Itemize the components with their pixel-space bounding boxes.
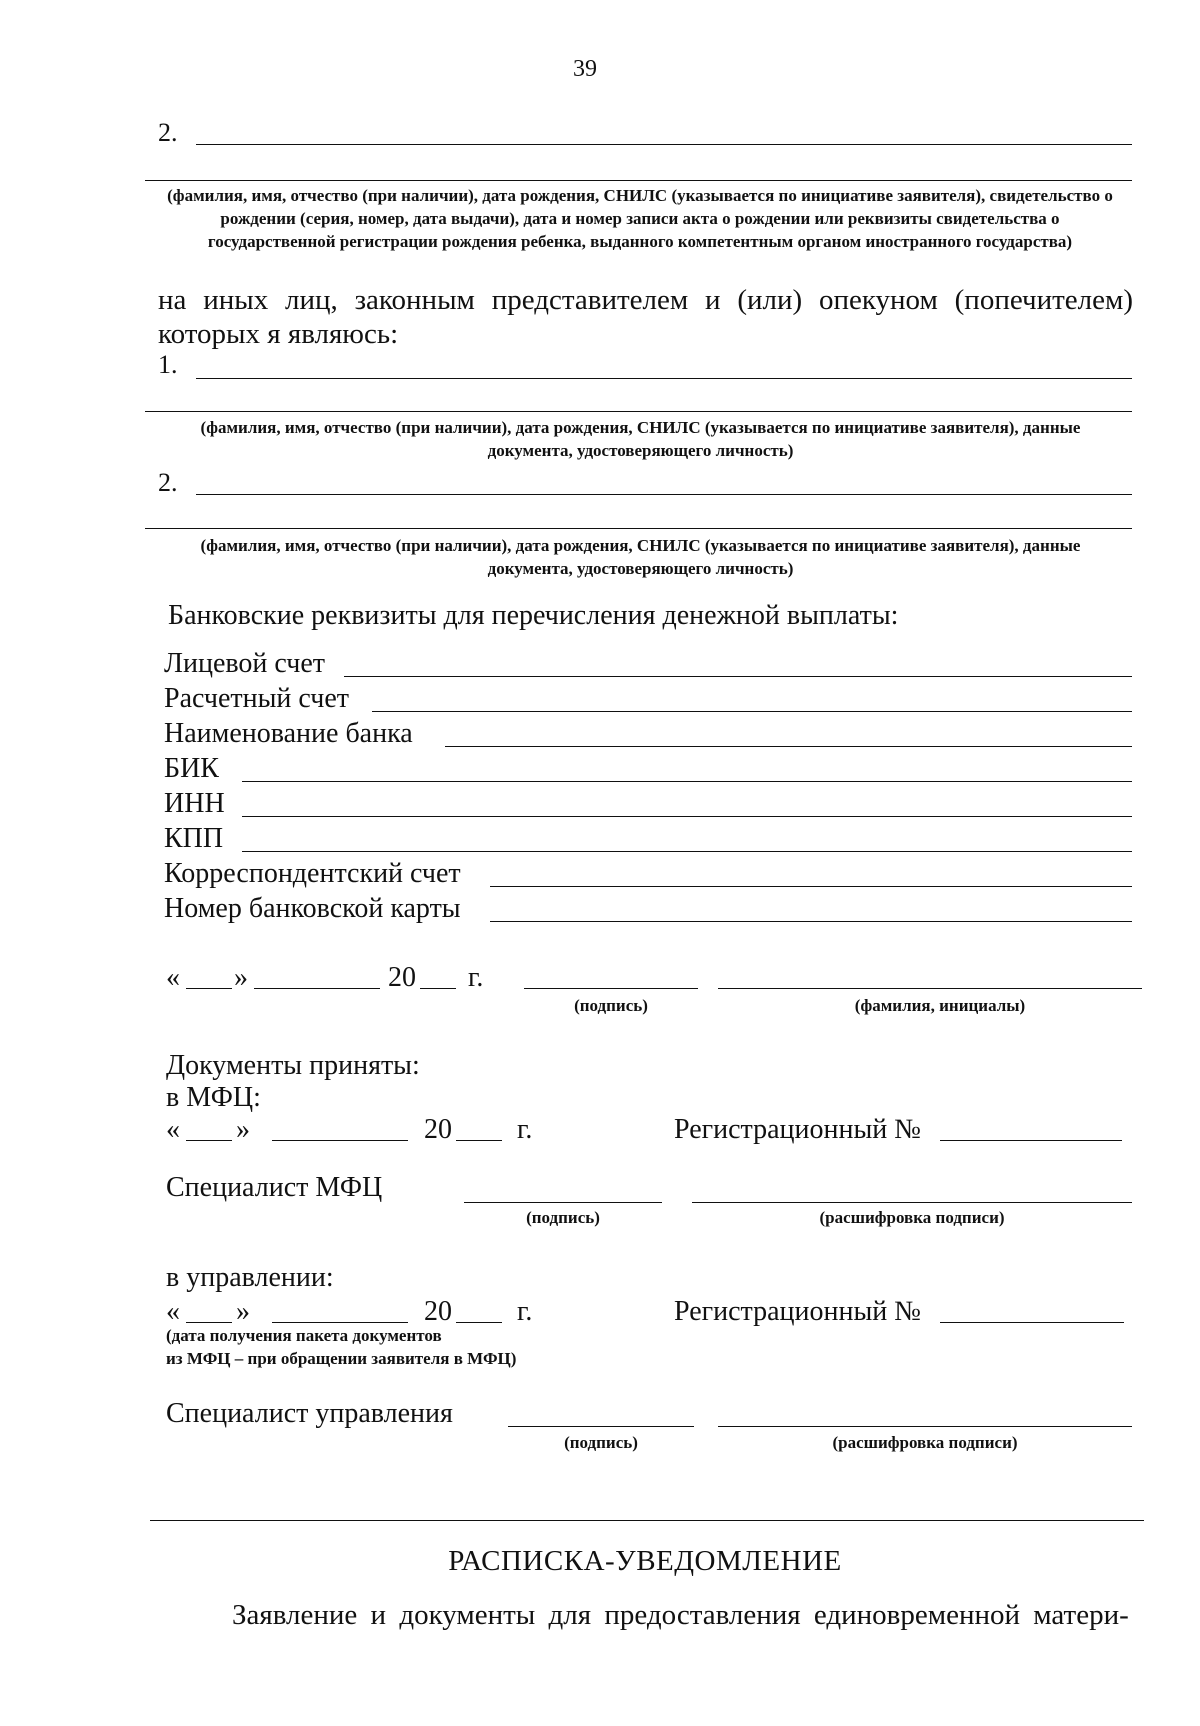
- management-decode-line[interactable]: [718, 1426, 1132, 1427]
- applicant-signature-caption: (подпись): [574, 996, 648, 1015]
- applicant-date-close: »: [234, 962, 248, 993]
- page-number: 39: [573, 56, 597, 82]
- mfc-date-day-line[interactable]: [186, 1140, 232, 1141]
- other-person-2-number: 2.: [158, 468, 178, 497]
- child-item-2-line-2[interactable]: [145, 180, 1132, 181]
- other-persons-intro: на иных лиц, законным представителем и (или) опекуном (попечителем) которых я являюсь:: [158, 284, 1133, 350]
- management-date-close: »: [236, 1296, 250, 1327]
- mfc-year-suffix: г.: [517, 1114, 533, 1145]
- bank-field-bik-line[interactable]: [242, 781, 1132, 782]
- mfc-accepted-label: Документы приняты:: [166, 1050, 420, 1081]
- management-place-label: в управлении:: [166, 1262, 334, 1293]
- applicant-date-month-line[interactable]: [254, 988, 380, 989]
- mfc-registration-line[interactable]: [940, 1140, 1122, 1141]
- receipt-title: РАСПИСКА-УВЕДОМЛЕНИЕ: [448, 1545, 842, 1577]
- management-date-day-line[interactable]: [186, 1322, 232, 1323]
- management-decode-caption: (расшифровка подписи): [832, 1433, 1018, 1452]
- bank-field-kpp-label: КПП: [164, 823, 224, 854]
- applicant-date-day-line[interactable]: [186, 988, 232, 989]
- applicant-name-caption: (фамилия, инициалы): [854, 996, 1026, 1015]
- receipt-text: Заявление и документы для предоставления единовременной матери-: [232, 1599, 1129, 1631]
- bank-field-card-line[interactable]: [490, 921, 1132, 922]
- applicant-signature-line[interactable]: [524, 988, 698, 989]
- bank-field-bank-name-label: Наименование банка: [164, 718, 413, 749]
- child-item-2-caption: (фамилия, имя, отчество (при наличии), дата рождения, СНИЛС (указывается по инициативе заявителя), свидетельство о рождении (серия, номер, дата выдачи), дата и номер записи акта о рождении или реквизиты свидетельства о государственной регистрации рождения ребенка, выданного компетентным органом иностранного государства): [167, 186, 1113, 251]
- applicant-year-prefix: 20: [388, 962, 416, 993]
- bank-field-inn-label: ИНН: [164, 788, 225, 819]
- management-year-suffix: г.: [517, 1296, 533, 1327]
- bank-heading: Банковские реквизиты для перечисления денежной выплаты:: [168, 600, 899, 631]
- other-person-1-line-2[interactable]: [145, 411, 1132, 412]
- management-date-month-line[interactable]: [272, 1322, 408, 1323]
- child-item-2-line[interactable]: [196, 144, 1132, 145]
- management-signature-caption: (подпись): [564, 1433, 638, 1452]
- bank-field-settlement-line[interactable]: [372, 711, 1132, 712]
- mfc-date-open: «: [166, 1114, 180, 1145]
- bank-field-bik-label: БИК: [164, 753, 219, 784]
- bank-field-corr-label: Корреспондентский счет: [164, 858, 461, 889]
- management-signature-line[interactable]: [508, 1426, 694, 1427]
- mfc-specialist-label: Специалист МФЦ: [166, 1172, 383, 1203]
- mfc-registration-label: Регистрационный №: [674, 1114, 921, 1145]
- mfc-signature-line[interactable]: [464, 1202, 662, 1203]
- bank-field-corr-line[interactable]: [490, 886, 1132, 887]
- bank-field-inn-line[interactable]: [242, 816, 1132, 817]
- other-person-1-number: 1.: [158, 350, 178, 379]
- mfc-year-prefix: 20: [424, 1114, 452, 1145]
- applicant-name-line[interactable]: [718, 988, 1142, 989]
- management-specialist-label: Специалист управления: [166, 1398, 453, 1429]
- bank-field-kpp-line[interactable]: [242, 851, 1132, 852]
- mfc-date-close: »: [236, 1114, 250, 1145]
- management-date-note-1: (дата получения пакета документов: [166, 1326, 442, 1345]
- management-date-note-2: из МФЦ – при обращении заявителя в МФЦ): [166, 1349, 517, 1368]
- management-year-line[interactable]: [456, 1322, 502, 1323]
- other-person-1-line[interactable]: [196, 378, 1132, 379]
- bank-field-account-label: Лицевой счет: [164, 648, 326, 679]
- other-person-1-caption: (фамилия, имя, отчество (при наличии), дата рождения, СНИЛС (указывается по инициативе заявителя), данные документа, удостоверяющего личность): [200, 418, 1081, 460]
- applicant-date-open: «: [166, 962, 180, 993]
- mfc-year-line[interactable]: [456, 1140, 502, 1141]
- mfc-place-label: в МФЦ:: [166, 1082, 261, 1113]
- management-registration-label: Регистрационный №: [674, 1296, 921, 1327]
- child-item-2-number: 2.: [158, 118, 178, 147]
- mfc-decode-line[interactable]: [692, 1202, 1132, 1203]
- mfc-date-month-line[interactable]: [272, 1140, 408, 1141]
- management-date-open: «: [166, 1296, 180, 1327]
- bank-field-account-line[interactable]: [344, 676, 1132, 677]
- separator-line: [150, 1520, 1144, 1521]
- bank-field-settlement-label: Расчетный счет: [164, 683, 350, 714]
- bank-field-card-label: Номер банковской карты: [164, 893, 461, 924]
- applicant-year-suffix: г.: [468, 962, 484, 993]
- bank-field-bank-name-line[interactable]: [445, 746, 1132, 747]
- other-person-2-line-2[interactable]: [145, 528, 1132, 529]
- applicant-year-line[interactable]: [420, 988, 456, 989]
- management-registration-line[interactable]: [940, 1322, 1124, 1323]
- other-person-2-line[interactable]: [196, 494, 1132, 495]
- mfc-signature-caption: (подпись): [526, 1208, 600, 1227]
- management-year-prefix: 20: [424, 1296, 452, 1327]
- mfc-decode-caption: (расшифровка подписи): [819, 1208, 1005, 1227]
- other-person-2-caption: (фамилия, имя, отчество (при наличии), дата рождения, СНИЛС (указывается по инициативе заявителя), данные документа, удостоверяющего личность): [200, 536, 1081, 578]
